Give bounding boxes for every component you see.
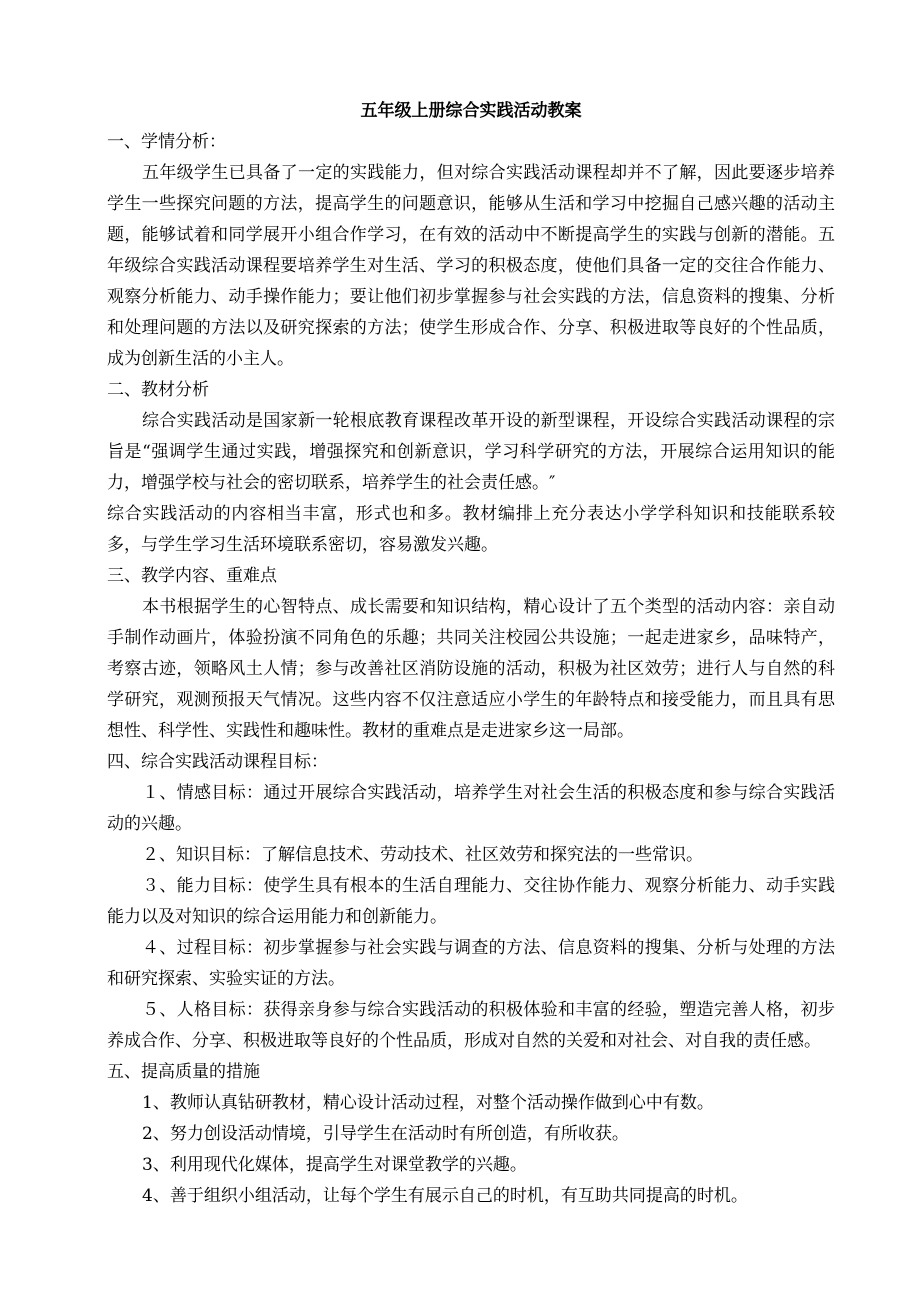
document-title: 五年级上册综合实践活动教案 (360, 101, 582, 121)
goal-item: ５、人格目标：获得亲身参与综合实践活动的积极体验和丰富的经验，塑造完善人格，初步养成合作、分享、积极进取等良好的个性品质，形成对自然的关爱和对社会、对自我的责任感。 (107, 1000, 835, 1051)
section-course-goals (107, 747, 835, 1057)
measure-item: 1、教师认真钻研教材，精心设计活动过程，对整个活动操作做到心中有数。 (142, 1093, 714, 1113)
measure-item: 3、利用现代化媒体，提高学生对课堂教学的兴趣。 (142, 1155, 527, 1175)
goal-item: ２、知识目标：了解信息技术、劳动技术、社区效劳和探究法的一些常识。 (142, 845, 703, 865)
section-heading: 四、综合实践活动课程目标： (107, 752, 328, 772)
section-paragraph: 本书根据学生的心智特点、成长需要和知识结构，精心设计了五个类型的活动内容：亲自动手制作动画片，体验扮演不同角色的乐趣；共同关注校园公共设施；一起走进家乡，品味特产，考察古迹，领略风土人情；参与改善社区消防设施的活动，积极为社区效劳；进行人与自然的科学研究，观测预报天气情况。这些内容不仅注意适应小学生的年龄特点和接受能力，而且具有思想性、科学性、实践性和趣味性。教材的重难点是走进家乡这一局部。 (107, 597, 835, 741)
section-teaching-content (107, 561, 835, 747)
goal-item: ４、过程目标：初步掌握参与社会实践与调查的方法、信息资料的搜集、分析与处理的方法和研究探索、实验实证的方法。 (107, 938, 835, 989)
section-paragraph: 综合实践活动的内容相当丰富，形式也和多。教材编排上充分表达小学学科知识和技能联系较多，与学生学习生活环境联系密切，容易激发兴趣。 (107, 504, 835, 555)
section-paragraph: 五年级学生已具备了一定的实践能力，但对综合实践活动课程却并不了解，因此要逐步培养学生一些探究问题的方法，提高学生的问题意识，能够从生活和学习中挖掘自己感兴趣的活动主题，能够试着和同学展开小组合作学习，在有效的活动中不断提高学生的实践与创新的潜能。五年级综合实践活动课程要培养学生对生活、学习的积极态度，使他们具备一定的交往合作能力、观察分析能力、动手操作能力；要让他们初步掌握参与社会实践的方法，信息资料的搜集、分析和处理问题的方法以及研究探索的方法；使学生形成合作、分享、积极进取等良好的个性品质，成为创新生活的小主人。 (107, 163, 835, 369)
document-page (107, 96, 835, 1212)
section-heading: 一、学情分析： (107, 132, 226, 152)
measure-item: 4、善于组织小组活动，让每个学生有展示自己的时机，有互助共同提高的时机。 (142, 1186, 748, 1206)
goal-item: ３、能力目标：使学生具有根本的生活自理能力、交往协作能力、观察分析能力、动手实践能力以及对知识的综合运用能力和创新能力。 (107, 876, 835, 927)
section-paragraph: 综合实践活动是国家新一轮根底教育课程改革开设的新型课程，开设综合实践活动课程的宗旨是“强调学生通过实践，增强探究和创新意识，学习科学研究的方法，开展综合运用知识的能力，增强学校与社会的密切联系，培养学生的社会责任感。″ (107, 411, 835, 493)
goal-item: １、情感目标：通过开展综合实践活动，培养学生对社会生活的积极态度和参与综合实践活动的兴趣。 (107, 783, 835, 834)
measure-item: 2、努力创设活动情境，引导学生在活动时有所创造，有所收获。 (142, 1124, 629, 1144)
section-textbook-analysis (107, 375, 835, 561)
section-heading: 二、教材分析 (107, 380, 209, 400)
section-quality-measures (107, 1057, 835, 1212)
section-learner-analysis (107, 127, 835, 375)
section-heading: 三、教学内容、重难点 (107, 566, 277, 586)
section-heading: 五、提高质量的措施 (107, 1062, 260, 1082)
